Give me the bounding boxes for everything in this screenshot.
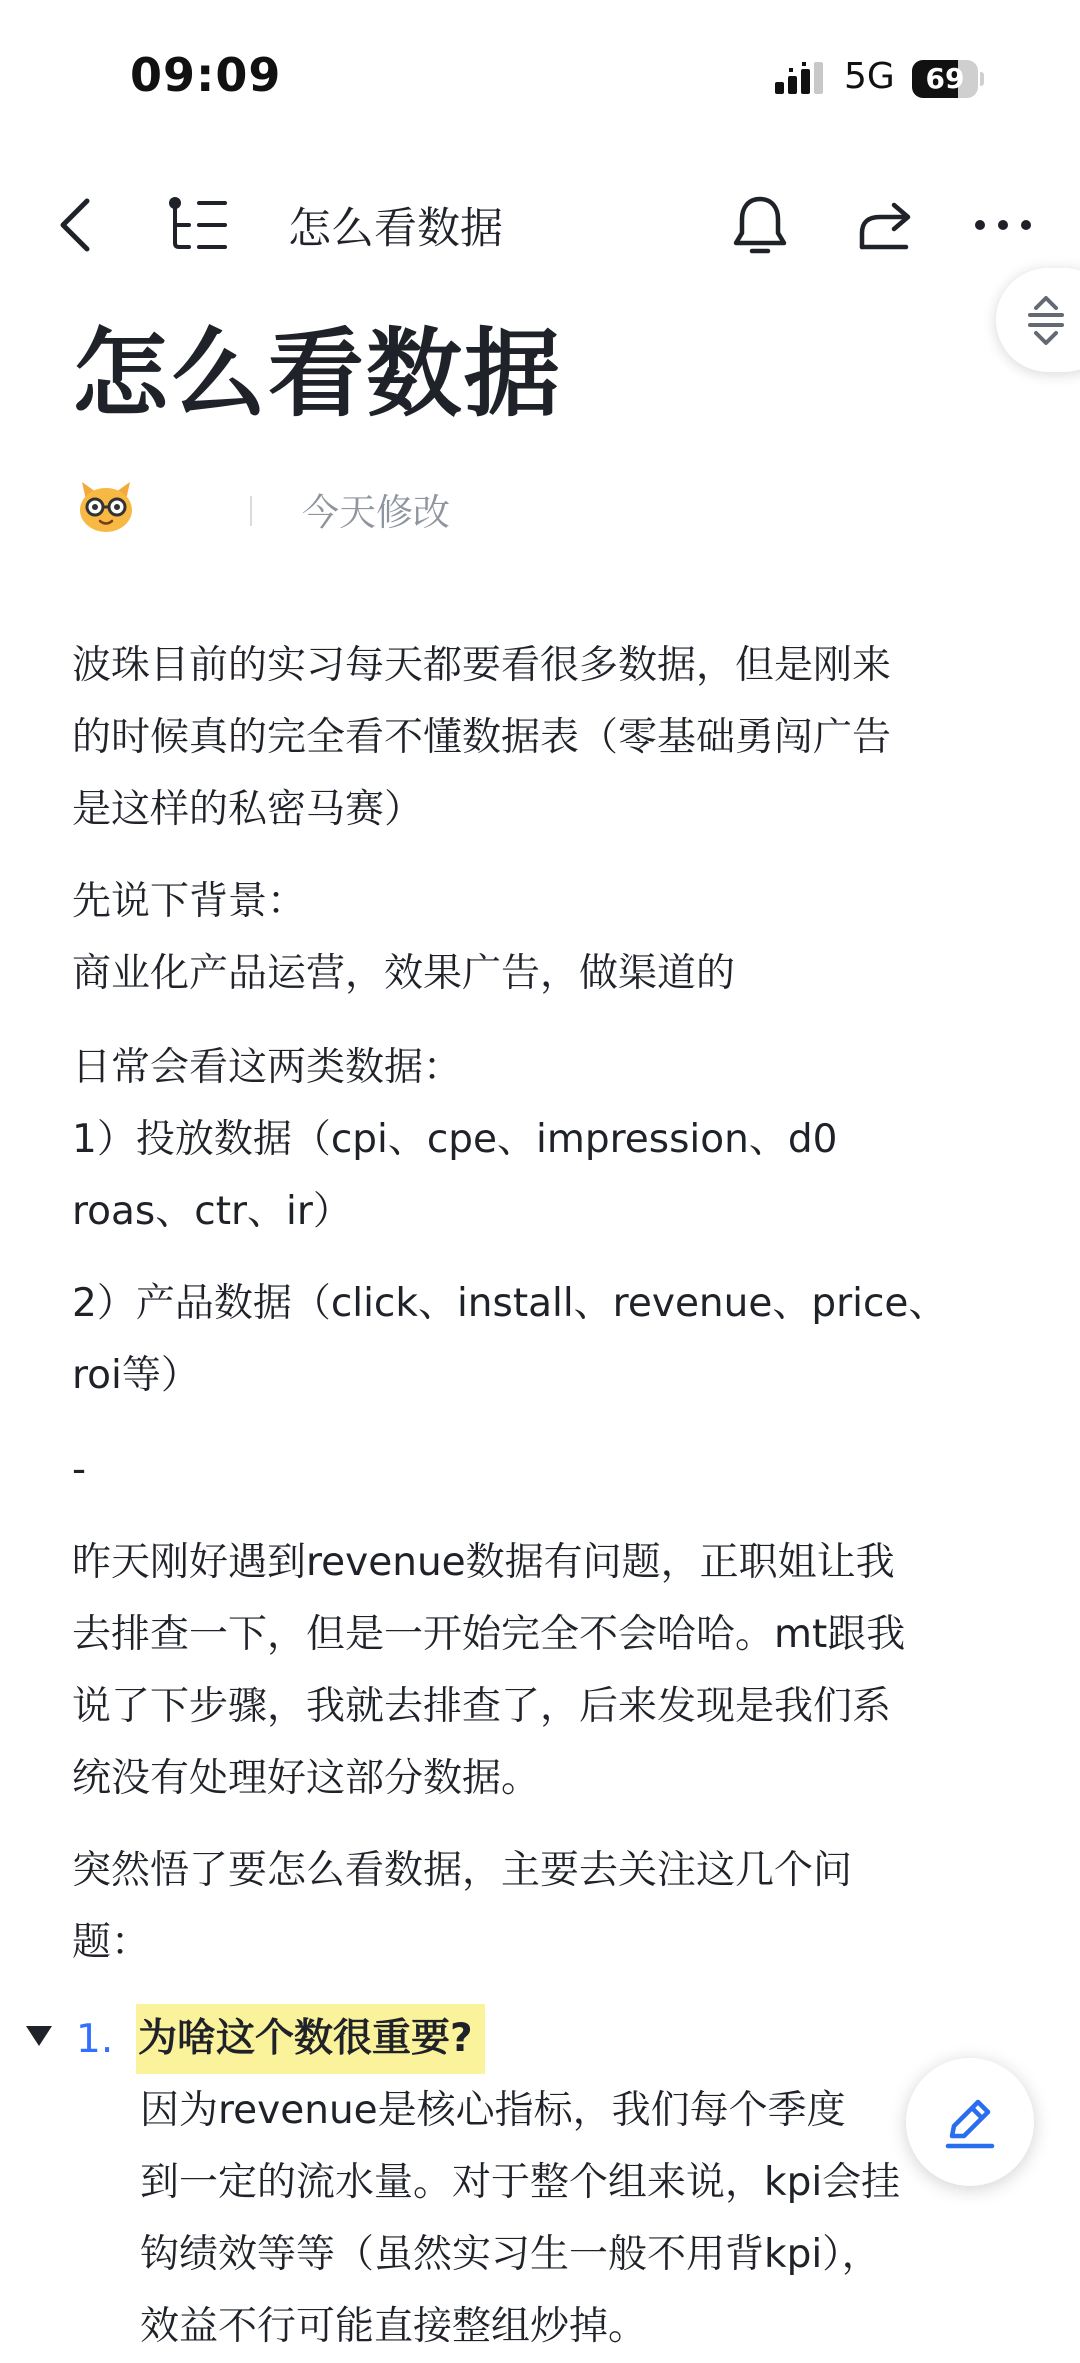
modified-time: 今天修改 [302,491,450,534]
paragraph-product-data [72,1268,1012,1412]
paragraph-intro [72,630,1012,846]
text-line: 因为revenue是核心指标，我们每个季度 [140,2088,846,2133]
meta-divider [250,496,252,526]
text-line: roi等） [72,1353,200,1398]
list-item-body [140,2075,1020,2363]
bell-icon [730,193,790,257]
battery-level: 69 [925,62,965,95]
list-number: 1. [76,2017,114,2062]
edit-button[interactable] [906,2058,1034,2186]
paragraph-data-types [72,1032,1012,1248]
more-button[interactable] [966,175,1040,275]
text-line: 波珠目前的实习每天都要看很多数据，但是刚来 [72,643,892,688]
text-line: 统没有处理好这部分数据。 [72,1756,541,1801]
list-heading-highlighted: 为啥这个数很重要? [136,2004,485,2074]
text-line: 商业化产品运营，效果广告，做渠道的 [72,951,736,996]
document-meta [72,472,672,542]
network-type: 5G [844,56,895,97]
text-line: 是这样的私密马赛） [72,787,424,832]
text-line: 钩绩效等等（虽然实习生一般不用背kpi）， [140,2232,881,2277]
battery-icon [912,60,984,98]
paragraph-separator [72,1434,1012,1506]
more-icon [973,218,1033,232]
paragraph-story [72,1527,1012,1815]
text-line: 去排查一下，但是一开始完全不会哈哈。mt跟我 [72,1612,906,1657]
cat-avatar-icon[interactable] [76,476,136,536]
text-line: 2）产品数据（click、install、revenue、price、 [72,1281,948,1326]
status-time: 09:09 [130,48,282,102]
notification-button[interactable] [720,175,800,275]
paragraph-questions [72,1835,1012,1979]
text-line: - [72,1447,87,1492]
share-icon [856,195,916,255]
document-title: 怎么看数据 [72,318,562,430]
back-arrow-icon [55,195,95,255]
outline-button[interactable] [160,175,236,275]
text-line: 先说下背景： [72,879,307,924]
text-line: 说了下步骤，我就去排查了，后来发现是我们系 [72,1684,892,1729]
cellular-signal-icon [775,62,831,98]
share-button[interactable] [846,175,926,275]
collapse-arrows-icon [1026,296,1066,346]
back-button[interactable] [40,175,110,275]
text-line: roas、ctr、ir） [72,1189,352,1234]
nav-bar [0,175,1080,275]
text-line: 1）投放数据（cpi、cpe、impression、d0 [72,1117,838,1162]
text-line: 题： [72,1920,151,1965]
collapse-toggle-button[interactable] [996,268,1080,372]
paragraph-background [72,866,1012,1010]
status-bar [0,0,1080,150]
outline-icon [165,195,231,255]
pencil-icon [940,2092,1000,2152]
text-line: 效益不行可能直接整组炒掉。 [140,2304,648,2349]
text-line: 昨天刚好遇到revenue数据有问题，正职姐让我 [72,1540,895,1585]
text-line: 日常会看这两类数据： [72,1045,463,1090]
text-line: 突然悟了要怎么看数据，主要去关注这几个问 [72,1848,853,1893]
nav-title: 怎么看数据 [288,204,503,254]
collapse-triangle-icon[interactable] [24,2024,54,2048]
text-line: 到一定的流水量。对于整个组来说，kpi会挂 [140,2160,901,2205]
text-line: 的时候真的完全看不懂数据表（零基础勇闯广告 [72,715,892,760]
